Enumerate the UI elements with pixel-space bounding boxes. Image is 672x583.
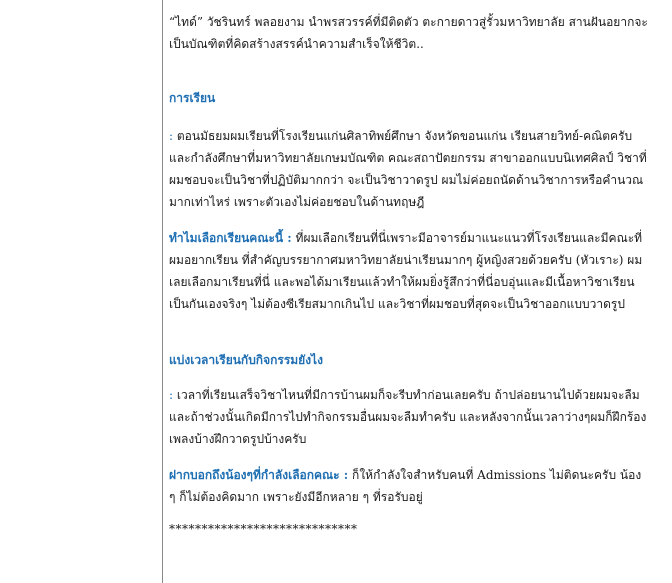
- why-text: ที่ผมเลือกเรียนที่นี่เพราะมีอาจารย์มาแนะแนวที่โรงเรียนและมีคณะที่ผมอยากเรียน ที่สำคัญบรรยากาศมหาวิทยาลัยน่าเรียนมากๆ ผู้หญิงสวยด้วยครับ (หัวเราะ) ผมเลยเลือกมาเรียนที่นี่ และพอได้มาเรียนแล้วทำให้ผมยิ่งรู้สึกว่าที่นี่อบอุ่นและมีเนื้อหาวิชาเรียนเป็นกันเองจริงๆ ไม่ต้องซีเรียสมากเกินไป และวิชาที่ผมชอบที่สุดจะเป็นวิชาออกแบบวาดรูป: [169, 231, 643, 311]
- section-heading-study: การเรียน: [169, 91, 216, 105]
- time-text: เวลาที่เรียนเสร็จวิชาไหนที่มีการบ้านผมก็จะรีบทำก่อนเลยครับ ถ้าปล่อยนานไปด้วยผมจะลืม และถ้าช่วงนั้นเกิดมีการไปทำกิจกรรมอื่นผมจะลืมทำครับ และหลังจากนั้นเวลาว่างๆผมก็ฝึกร้องเพลงบ้างฝึกวาดรูปบ้างครับ: [169, 388, 647, 446]
- study-paragraph: [169, 125, 651, 213]
- left-border-line: [162, 0, 163, 583]
- why-paragraph: [169, 227, 651, 315]
- section-heading-time: แบ่งเวลาเรียนกับกิจกรรมยังไง: [169, 353, 323, 367]
- separator-stars: *****************************: [169, 522, 358, 536]
- time-colon: :: [169, 388, 174, 402]
- why-lead-label: ทำไมเลือกเรียนคณะนี้ :: [169, 231, 292, 245]
- intro-paragraph: “ไทด์” วัชรินทร์ พลอยงาม นำพรสวรรค์ที่มีติดตัว ตะกายดาวสู่รั้วมหาวิทยาลัย สานฝันอยากจะเป็นบัณฑิตที่คิดสร้างสรรค์นำความสำเร็จให้ชีวิต..: [169, 15, 648, 51]
- advice-lead-label: ฝากบอกถึงน้องๆที่กำลังเลือกคณะ :: [169, 468, 349, 482]
- article-content: [169, 6, 651, 540]
- study-text: ตอนมัธยมผมเรียนที่โรงเรียนแก่นศิลาทิพย์ศึกษา จังหวัดขอนแก่น เรียนสายวิทย์-คณิตครับ และกำลังศึกษาที่มหาวิทยาลัยเกษมบัณฑิต คณะสถาปัตยกรรม สาขาออกแบบนิเทศศิลป์ วิชาที่ผมชอบจะเป็นวิชาที่ปฏิบัติมากกว่า จะเป็นวิชาวาดรูป ผมไม่ค่อยถนัดด้านวิชาการหรือคำนวณมากเท่าไหร่ เพราะตัวเองไม่ค่อยชอบในด้านทฤษฎี: [169, 129, 647, 209]
- advice-paragraph: [169, 464, 651, 508]
- study-colon: :: [169, 129, 174, 143]
- time-paragraph: [169, 384, 651, 450]
- advice-text: ก็ให้กำลังใจสำหรับคนที่ Admissions ไม่ติดนะครับ น้อง ๆ ก็ไม่ต้องคิดมาก เพราะยังมีอีกหลาย ๆ ที่รอรับอยู่: [169, 468, 642, 504]
